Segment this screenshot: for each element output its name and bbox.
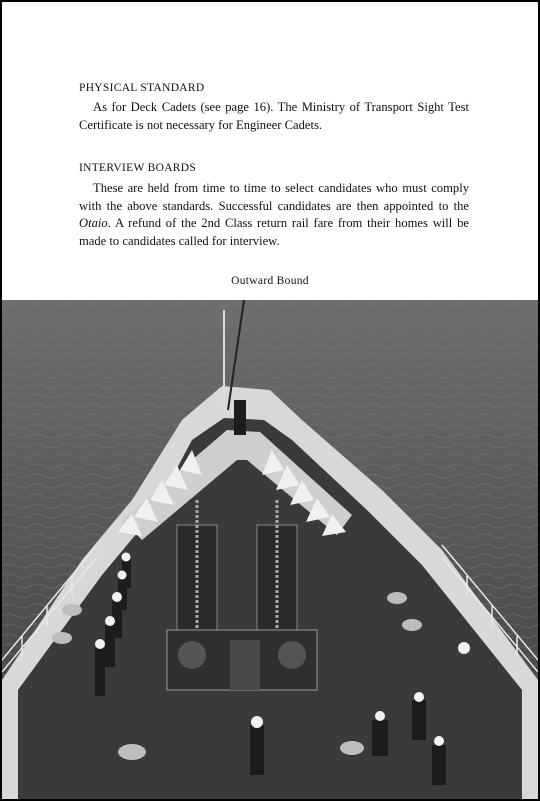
- ship-name: Otaio: [79, 216, 108, 230]
- interview-boards-text-2: . A refund of the 2nd Class return rail fare from their homes will be made to candidates called for interview.: [79, 216, 469, 248]
- physical-standard-paragraph: [79, 99, 469, 134]
- interview-boards-paragraph: [79, 180, 469, 250]
- physical-standard-text: As for Deck Cadets (see page 16). The Ministry of Transport Sight Test Certificate is not necessary for Engineer Cadets.: [79, 100, 469, 132]
- interview-boards-heading: INTERVIEW BOARDS: [79, 162, 197, 174]
- text-area: [2, 2, 538, 300]
- ship-bow-photo: [2, 300, 538, 799]
- photo-caption: Outward Bound: [231, 275, 309, 287]
- physical-standard-heading: PHYSICAL STANDARD: [79, 82, 205, 94]
- ship-bow-illustration: [2, 300, 538, 799]
- interview-boards-text-1: These are held from time to time to select candidates who must comply with the above standards. Successful candidates are then appointed to the: [79, 181, 469, 213]
